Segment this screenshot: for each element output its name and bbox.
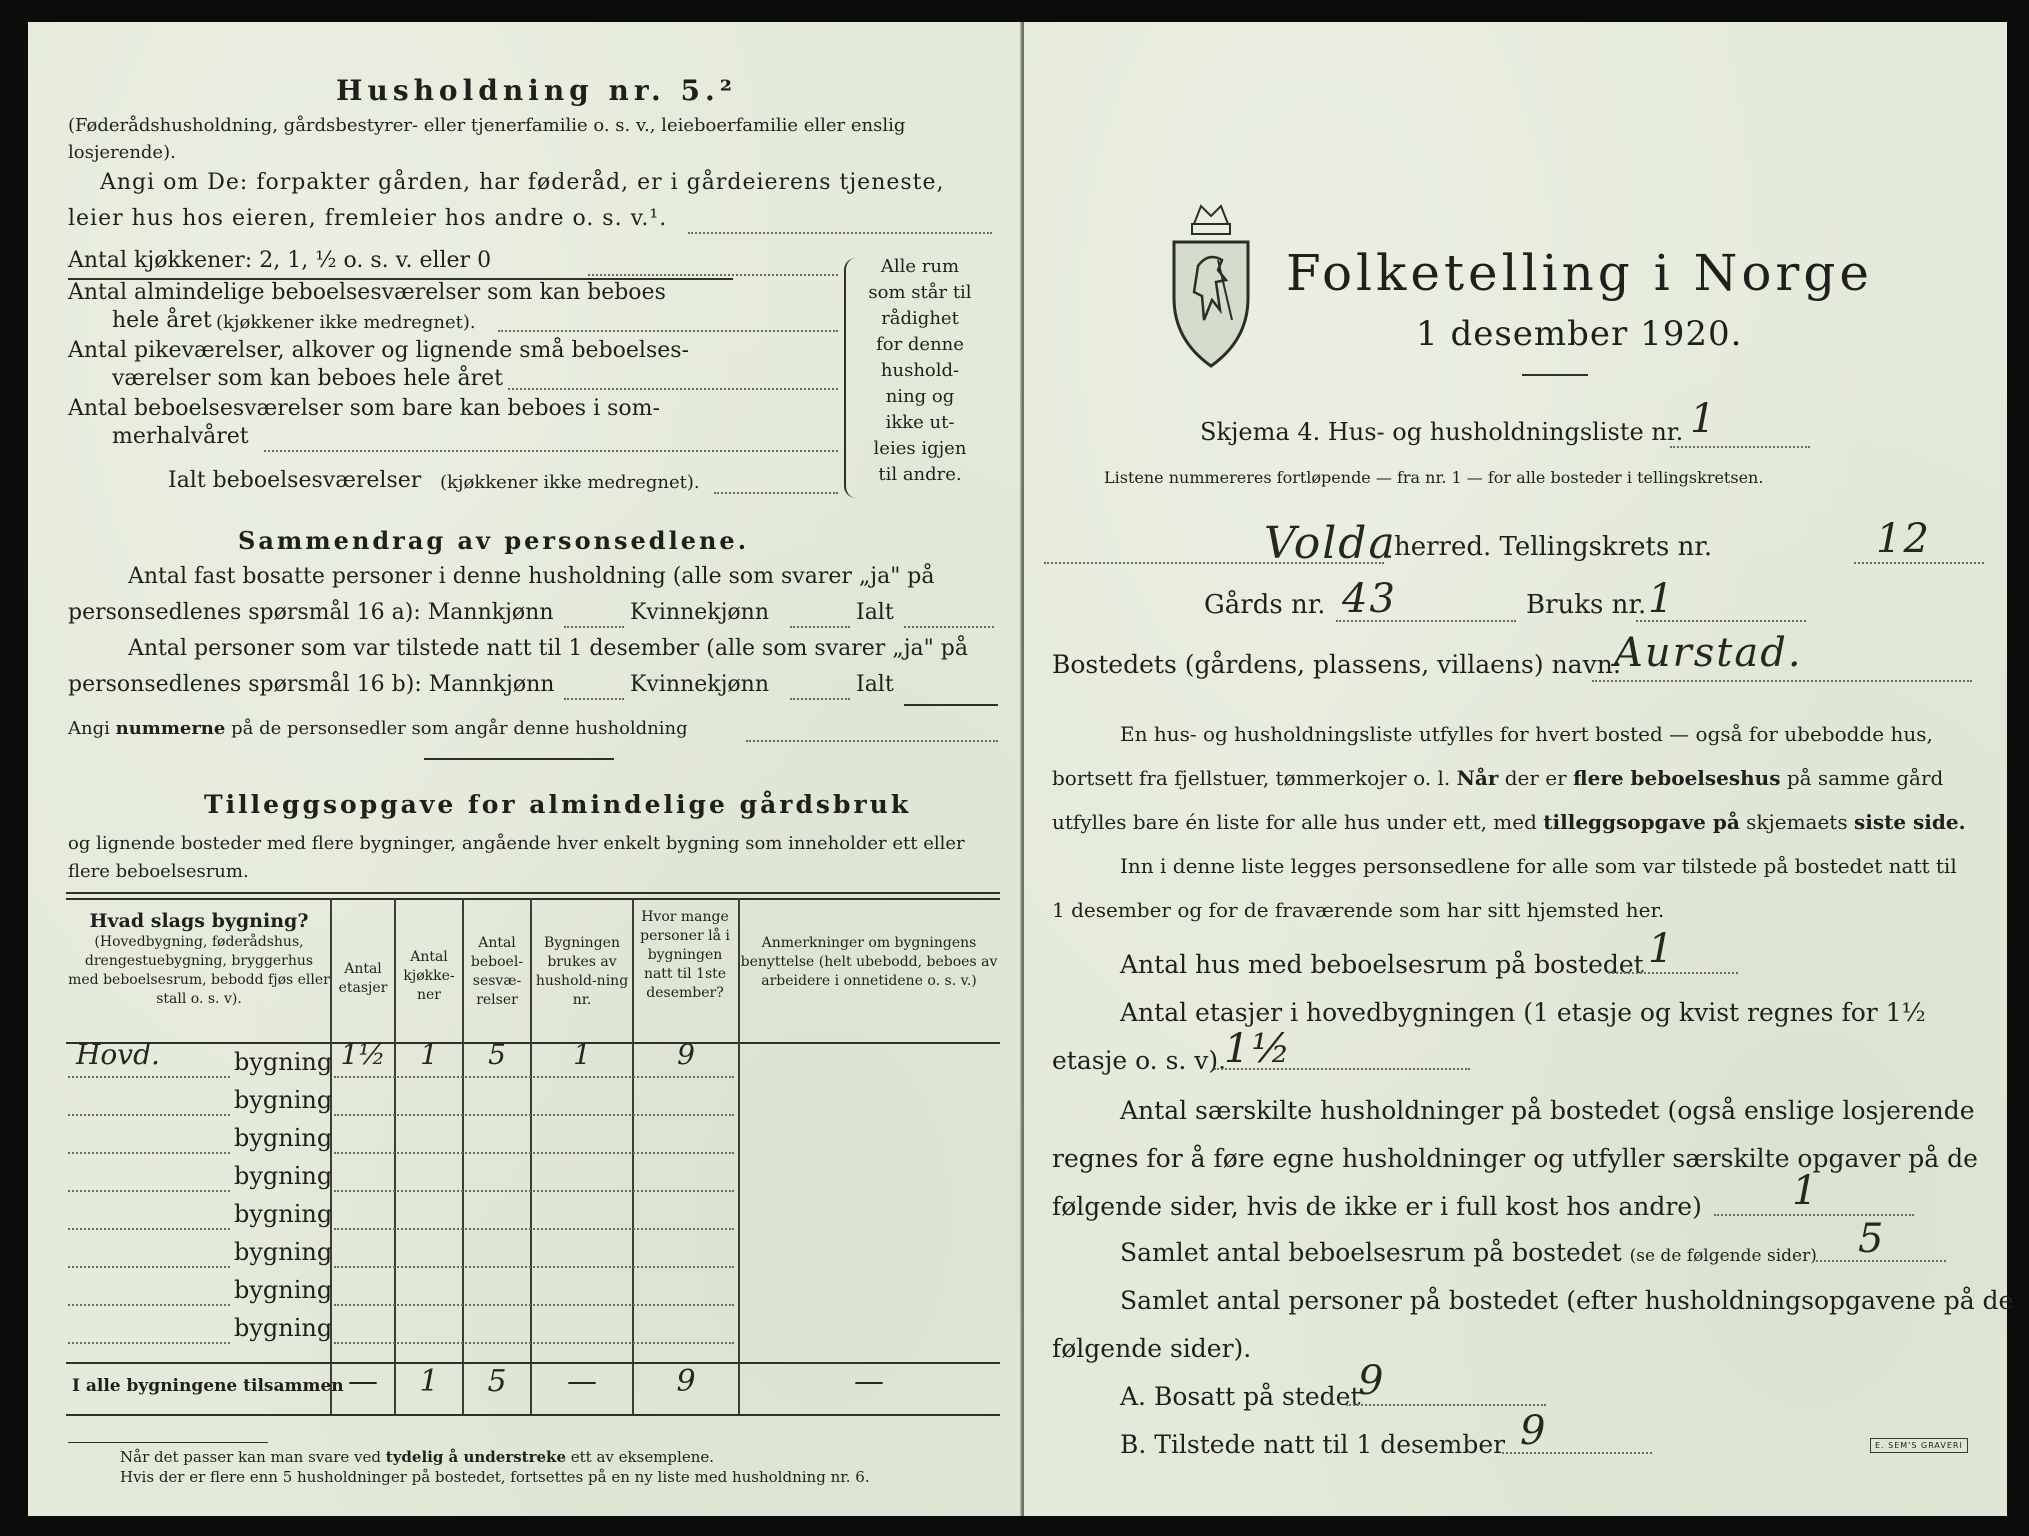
rooms-question: Samlet antal beboelsesrum på bostedet (se de følgende sider) [1120,1238,1817,1267]
col-remarks-header: Anmerkninger om bygningens benyttelse (helt ubebodd, beboes av arbeidere i onnetidene o. s. v.) [740,935,998,989]
col-kitchens-header: Antal kjøkke-ner [403,949,455,1003]
building-suffix-label: bygning [234,1276,333,1304]
building-suffix-label: bygning [234,1314,333,1342]
floors-question-2: etasje o. s. v). [1052,1046,1227,1075]
col-type-header: Hvad slags bygning? (Hovedbygning, føderådshus, drengestuebygning, bryggerhus med beboelsesrum, bebodd fjøs eller stall o. s. v). [68,910,330,1007]
bosted-label: Bostedets (gårdens, plassens, villaens) navn: [1052,650,1622,679]
summary-title: Sammendrag av personsedlene. [238,526,750,555]
building-suffix-label: bygning [234,1200,333,1228]
question-total-rooms: Ialt beboelsesværelser [168,468,422,493]
building-type: Hovd. [76,1038,160,1071]
summary-b-total: Ialt [856,672,894,697]
building-household: 1 [573,1038,591,1071]
gards-value: 43 [1342,576,1397,622]
households-value: 1 [1792,1168,1820,1214]
household-note: (Føderådshusholdning, gårdsbestyrer- eller tjenerfamilie o. s. v., leieboerfamilie eller enslig losjerende). [68,115,906,163]
supplement-title: Tilleggsopgave for almindelige gårdsbruk [204,790,912,819]
instruction-line-5: 1 desember og for de fraværende som har sitt hjemsted her. [1052,898,1665,922]
building-persons: 9 [677,1038,695,1071]
right-page [1024,22,2014,1516]
building-suffix-label: bygning [234,1162,333,1190]
total-floors: — [348,1364,378,1399]
building-suffix-label: bygning [234,1048,333,1076]
question-small-rooms-2: værelser som kan beboes hele året [112,366,503,391]
col-floors-header: Antal etasjer [338,961,388,996]
resident-value: 9 [1358,1358,1386,1404]
instruction-line-1: En hus- og husholdningsliste utfylles for hvert bosted — også for ubebodde hus, [1120,722,1933,746]
households-question-2: regnes for å føre egne husholdninger og utfyller særskilte opgaver på de [1052,1144,1978,1173]
floors-value: 1½ [1224,1026,1293,1072]
footnote-2: Hvis der er flere enn 5 husholdninger på bostedet, fortsettes på en ny liste med husholdning nr. 6. [120,1468,870,1486]
bruks-label: Bruks nr. [1526,590,1647,620]
present-label: B. Tilstede natt til 1 desember [1120,1430,1506,1459]
floors-question-1: Antal etasjer i hovedbygningen (1 etasje og kvist regnes for 1½ [1120,998,1926,1027]
instruction-line-4: Inn i denne liste legges personsedlene for alle som var tilstede på bostedet natt til [1120,854,1957,878]
instruction-line-2: bortsett fra fjellstuer, tømmerkojer o. l. Når der er flere beboelseshus på samme gård [1052,766,1944,790]
households-question-1: Antal særskilte husholdninger på bostedet (også enslige losjerende [1120,1096,1975,1125]
total-kitchens: 1 [419,1364,439,1399]
houses-value: 1 [1648,926,1676,972]
summary-b-line-2: personsedlenes spørsmål 16 b): Mannkjønn [68,672,555,697]
persons-question-1: Samlet antal personer på bostedet (efter husholdningsopgavene på de [1120,1286,2014,1315]
census-title: Folketelling i Norge [1286,244,1873,302]
col-used-by-header: Bygningen brukes av hushold-ning nr. [535,935,629,1008]
question-total-note: (kjøkkener ikke medregnet). [440,472,700,493]
bruks-value: 1 [1648,576,1676,622]
tellingskrets-value: 12 [1876,516,1931,562]
supplement-subtitle: og lignende bosteder med flere bygninger, angående hver enkelt bygning som inneholder ett eller flere beboelsesrum. [68,833,965,882]
schema-number-value: 1 [1690,396,1718,442]
brace-note: Alle rum som står til rådighet for denne hushold- ning og ikke ut- leies igjen til andre. [868,256,972,485]
summary-b-line-1: Antal personer som var tilstede natt til 1 desember (alle som svarer „ja" på [128,636,968,661]
question-summer-rooms-1: Antal beboelsesværelser som bare kan beboes i som- [68,396,660,421]
houses-question: Antal hus med beboelsesrum på bostedet [1120,950,1644,979]
printer-stamp: E. SEM'S GRAVERI [1870,1438,1968,1453]
herred-value: Volda [1264,518,1397,569]
total-remarks: — [854,1364,884,1399]
building-kitchens: 1 [420,1038,438,1071]
question-rooms-1: Antal almindelige beboelsesværelser som kan beboes [68,280,666,305]
present-value: 9 [1520,1408,1548,1454]
total-persons: 9 [676,1364,696,1399]
herred-label: herred. Tellingskrets nr. [1394,532,1713,562]
footnote-1: Når det passer kan man svare ved tydelig å understreke ett av eksemplene. [120,1448,715,1466]
building-rooms: 5 [488,1038,506,1071]
building-floors: 1½ [340,1038,386,1071]
building-suffix-label: bygning [234,1086,333,1114]
total-household: — [567,1364,597,1399]
bosted-value: Aurstad. [1614,630,1803,676]
summary-b-female: Kvinnekjønn [630,672,769,697]
summary-a-line-1: Antal fast bosatte personer i denne husholdning (alle som svarer „ja" på [128,564,935,589]
norway-coat-of-arms-icon [1168,200,1254,372]
question-kitchens: Antal kjøkkener: 2, 1, ½ o. s. v. eller 0 [68,248,492,273]
angi-line-2: leier hus hos eieren, fremleier hos andre o. s. v.¹. [68,206,668,231]
summary-a-line-2: personsedlenes spørsmål 16 a): Mannkjønn [68,600,554,625]
question-summer-rooms-2: merhalvåret [112,424,249,449]
rooms-value: 5 [1858,1216,1886,1262]
question-rooms-note: (kjøkkener ikke medregnet). [216,312,476,333]
question-small-rooms-1: Antal pikeværelser, alkover og lignende små beboelses- [68,338,689,363]
col-persons-header: Hvor mange personer lå i bygningen natt til 1ste desember? [640,909,730,1001]
persons-question-2: følgende sider). [1052,1334,1252,1363]
angi-line-1: Angi om De: forpakter gården, har føderåd, er i gårdeierens tjeneste, [100,170,945,195]
summary-a-total: Ialt [856,600,894,625]
col-rooms-header: Antal beboel-sesvæ-relser [470,935,524,1008]
census-date: 1 desember 1920. [1416,314,1743,354]
schema-line: Skjema 4. Hus- og husholdningsliste nr. [1200,418,1684,446]
listing-note: Listene nummereres fortløpende — fra nr. 1 — for alle bosteder i tellingskretsen. [1104,468,1764,487]
resident-label: A. Bosatt på stedet [1120,1382,1361,1411]
households-question-3: følgende sider, hvis de ikke er i full kost hos andre) [1052,1192,1702,1221]
total-rooms: 5 [487,1364,507,1399]
summary-a-female: Kvinnekjønn [630,600,769,625]
instruction-line-3: utfylles bare én liste for alle hus under ett, med tilleggsopgave på skjemaets siste side. [1052,810,1966,834]
household-title: Husholdning nr. 5.² [336,74,738,107]
left-page [28,22,1022,1516]
gards-label: Gårds nr. [1204,590,1326,620]
question-rooms-2: hele året [112,308,212,333]
building-suffix-label: bygning [234,1124,333,1152]
building-suffix-label: bygning [234,1238,333,1266]
angi-numbers: Angi nummerne på de personsedler som angår denne husholdning [68,718,688,739]
total-row-label: I alle bygningene tilsammen [72,1376,344,1396]
